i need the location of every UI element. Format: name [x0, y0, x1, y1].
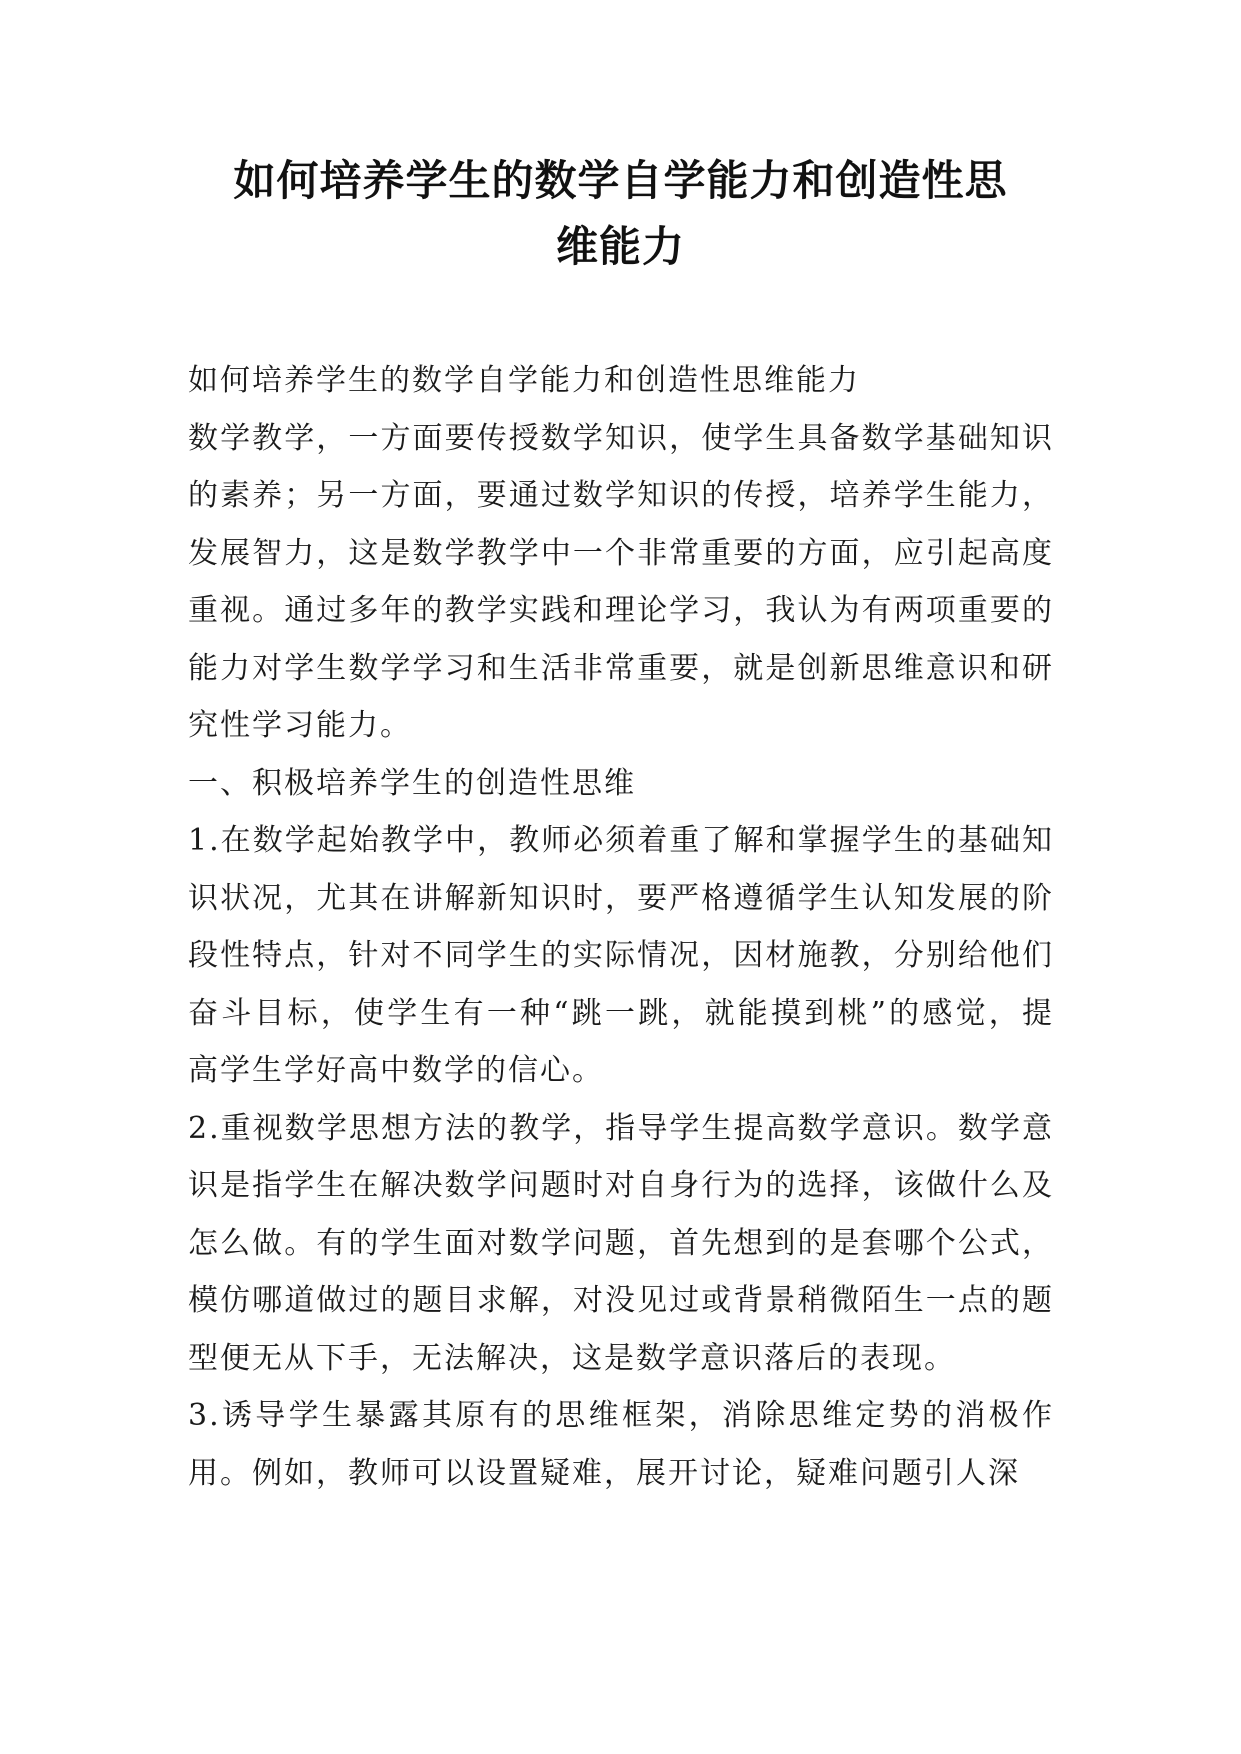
subtitle-paragraph: 如何培养学生的数学自学能力和创造性思维能力 — [188, 363, 860, 398]
intro-paragraph: 数学教学，一方面要传授数学知识，使学生具备数学基础知识的素养；另一方面，要通过数学知识的传授，培养学生能力，发展智力，这是数学教学中一个非常重要的方面，应引起高度重视。通过多年的教学实践和理论学习，我认为有两项重要的能力对学生数学学习和生活非常重要，就是创新思维意识和研究性学习能力。 — [188, 420, 1054, 743]
section-heading: 一、积极培养学生的创造性思维 — [188, 765, 636, 801]
body-paragraph: 3.诱导学生暴露其原有的思维框架，消除思维定势的消极作用。例如，教师可以设置疑难，展开讨论，疑难问题引人深 — [188, 1398, 1054, 1491]
document-title — [150, 148, 1091, 280]
body-paragraph: 2.重视数学思想方法的教学，指导学生提高数学意识。数学意识是指学生在解决数学问题时对自身行为的选择，该做什么及怎么做。有的学生面对数学问题，首先想到的是套哪个公式，模仿哪道做过的题目求解，对没见过或背景稍微陌生一点的题型便无从下手，无法解决，这是数学意识落后的表现。 — [188, 1110, 1054, 1376]
title-line: 如何培养学生的数学自学能力和创造性思 — [233, 156, 1008, 205]
document-body — [188, 352, 1054, 1502]
title-line: 维能力 — [555, 222, 685, 271]
body-paragraph: 1.在数学起始教学中，教师必须着重了解和掌握学生的基础知识状况，尤其在讲解新知识时，要严格遵循学生认知发展的阶段性特点，针对不同学生的实际情况，因材施教，分别给他们奋斗目标，使学生有一种“跳一跳，就能摸到桃”的感觉，提高学生学好高中数学的信心。 — [188, 823, 1054, 1088]
